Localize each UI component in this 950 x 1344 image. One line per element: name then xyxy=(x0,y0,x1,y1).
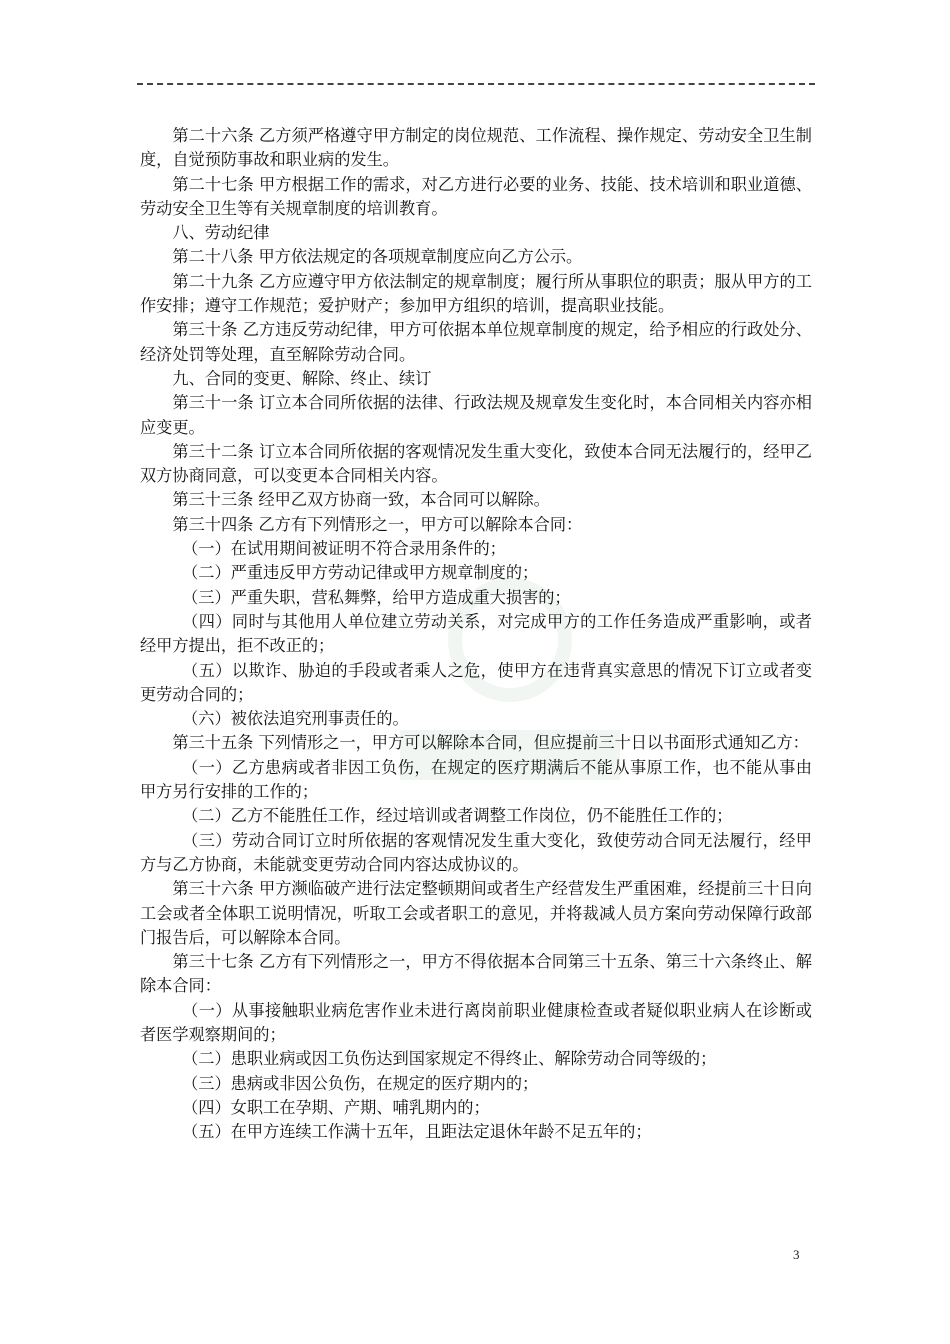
contract-paragraph: （一）从事接触职业病危害作业未进行离岗前职业健康检查或者疑似职业病人在诊断或者医学观察期间的； xyxy=(140,1000,812,1044)
contract-paragraph: 第三十七条 乙方有下列情形之一，甲方不得依据本合同第三十五条、第三十六条终止、解除本合同： xyxy=(140,952,812,996)
contract-paragraph: 第三十二条 订立本合同所依据的客观情况发生重大变化，致使本合同无法履行的，经甲乙双方协商同意，可以变更本合同相关内容。 xyxy=(140,441,812,486)
contract-paragraph: 第二十八条 甲方依法规定的各项规章制度应向乙方公示。 xyxy=(172,247,583,267)
contract-paragraph: 第三十四条 乙方有下列情形之一，甲方可以解除本合同： xyxy=(172,514,583,534)
contract-paragraph: 第三十条 乙方违反劳动纪律，甲方可依据本单位规章制度的规定，给予相应的行政处分、经济处罚等处理，直至解除劳动合同。 xyxy=(140,320,812,364)
page-number: 3 xyxy=(793,1247,800,1262)
contract-paragraph: （五）以欺诈、胁迫的手段或者乘人之危，使甲方在违背真实意思的情况下订立或者变更劳动合同的； xyxy=(140,660,812,704)
contract-paragraph: （三）劳动合同订立时所依据的客观情况发生重大变化，致使劳动合同无法履行，经甲方与乙方协商，未能就变更劳动合同内容达成协议的。 xyxy=(140,830,812,874)
contract-paragraph: 第三十五条 下列情形之一，甲方可以解除本合同，但应提前三十日以书面形式通知乙方： xyxy=(172,733,809,753)
contract-paragraph: （一）乙方患病或者非因工负伤，在规定的医疗期满后不能从事原工作，也不能从事由甲方另行安排的工作的； xyxy=(140,757,812,802)
contract-paragraph: （二）患职业病或因工负伤达到国家规定不得终止、解除劳动合同等级的； xyxy=(182,1049,717,1069)
contract-paragraph: （六）被依法追究刑事责任的。 xyxy=(182,709,409,729)
contract-paragraph: （五）在甲方连续工作满十五年，且距法定退休年龄不足五年的； xyxy=(182,1122,652,1142)
contract-paragraph: （三）患病或非因公负伤，在规定的医疗期内的； xyxy=(182,1073,539,1093)
contract-paragraph: （二）严重违反甲方劳动记律或甲方规章制度的； xyxy=(182,563,539,583)
contract-paragraph: （三）严重失职，营私舞弊，给甲方造成重大损害的； xyxy=(182,587,571,607)
contract-paragraph: 第二十六条 乙方须严格遵守甲方制定的岗位规范、工作流程、操作规定、劳动安全卫生制度，自觉预防事故和职业病的发生。 xyxy=(140,126,812,170)
contract-paragraph: 第二十九条 乙方应遵守甲方依法制定的规章制度；履行所从事职位的职责；服从甲方的工作安排；遵守工作规范；爱护财产；参加甲方组织的培训，提高职业技能。 xyxy=(140,271,812,316)
contract-paragraph: （二）乙方不能胜任工作，经过培训或者调整工作岗位，仍不能胜任工作的； xyxy=(182,806,733,826)
contract-body xyxy=(140,124,812,1144)
contract-paragraph: 八、劳动纪律 xyxy=(172,223,270,243)
contract-paragraph: 第二十七条 甲方根据工作的需求，对乙方进行必要的业务、技能、技术培训和职业道德、劳动安全卫生等有关规章制度的培训教育。 xyxy=(140,174,812,218)
contract-paragraph: 第三十三条 经甲乙双方协商一致，本合同可以解除。 xyxy=(172,490,550,510)
contract-paragraph: 第三十一条 订立本合同所依据的法律、行政法规及规章发生变化时，本合同相关内容亦相应变更。 xyxy=(140,393,812,437)
contract-paragraph: （四）女职工在孕期、产期、哺乳期内的； xyxy=(182,1097,490,1117)
contract-paragraph: 九、合同的变更、解除、终止、续订 xyxy=(172,368,432,388)
contract-paragraph: （一）在试用期间被证明不符合录用条件的； xyxy=(182,539,506,559)
contract-paragraph: 第三十六条 甲方濒临破产进行法定整顿期间或者生产经营发生严重困难，经提前三十日向工会或者全体职工说明情况，听取工会或者职工的意见，并将裁减人员方案向劳动保障行政部门报告后，可以解除本合同。 xyxy=(140,879,812,947)
header-dashed-rule xyxy=(137,83,815,85)
contract-paragraph: （四）同时与其他用人单位建立劳动关系，对完成甲方的工作任务造成严重影响，或者经甲方提出，拒不改正的； xyxy=(140,611,812,656)
